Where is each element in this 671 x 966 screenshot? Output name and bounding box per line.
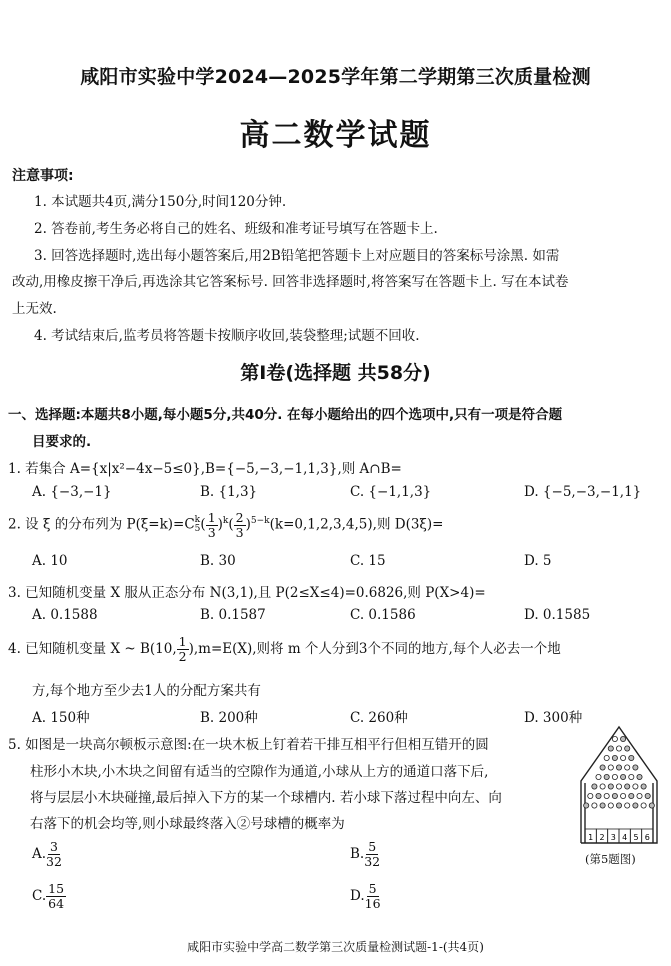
slot-label: 6 [644,833,650,842]
peg [592,803,597,808]
peg [608,803,613,808]
notice-heading: 注意事项: [12,168,74,184]
fraction: $\frac{5}{16}$ [364,881,381,911]
peg [616,784,621,789]
fraction: $\frac{15}{64}$ [48,881,65,911]
exam-subtitle: 高二数学试题 [239,118,432,153]
slot-label: 2 [599,833,605,842]
peg [641,803,646,808]
peg [604,793,609,798]
fraction: $\frac{1}{3}$ [207,509,216,540]
peg [600,803,605,808]
peg [625,746,630,751]
peg [621,736,626,741]
q4-option-c: C. 260种 [350,710,408,726]
slot-label: 1 [588,833,594,842]
fraction: $\frac{1}{2}$ [178,634,187,664]
q2-option-a: A. 10 [32,553,68,569]
notice-item: 4. 考试结束后,监考员将答题卡按顺序收回,装袋整理;试题不回收. [34,328,420,344]
question-5-stem-cont: 将与层层小木块碰撞,最后掉入下方的某一个球槽内. 若小球下落过程中向左、向 [30,790,502,806]
peg [608,765,613,770]
notice-item: 3. 回答选择题时,选出每小题答案后,用2B铅笔把答题卡上对应题目的答案标号涂黑. 如需 [34,248,560,264]
notice-item: 1. 本试题共4页,满分150分,时间120分钟. [34,194,287,210]
notice-item: 改动,用橡皮擦干净后,再选涂其它答案标号. 回答非选择题时,将答案写在答题卡上. 写在本试卷 [12,274,569,290]
q5-option-c: C. $\frac{15}{64}$ [32,881,65,911]
q4-option-b: B. 200种 [200,710,258,726]
fraction: $\frac{3}{32}$ [46,839,62,869]
peg [637,793,642,798]
galton-board-figure [575,723,663,848]
peg [604,774,609,779]
peg [612,793,617,798]
peg [625,803,630,808]
peg [604,755,609,760]
peg [616,746,621,751]
question-2-stem: 2. 设 ξ 的分布列为 P(ξ=k)=C k 5 ( $\frac{1}{3}$ )$^k$( $\frac{2}{3}$ )$^{5-k}$(k=0,1,2,3,4,5),则 D(3ξ)= [8,509,444,540]
q1-option-b: B. {1,3} [200,484,258,500]
slot-label: 3 [610,833,616,842]
question-5-stem-cont: 右落下的机会均等,则小球最终落入②号球槽的概率为 [30,816,345,832]
peg [596,793,601,798]
peg [621,755,626,760]
figure-caption: (第5题图) [585,852,636,866]
peg [600,765,605,770]
q3-option-c: C. 0.1586 [350,607,416,623]
peg [649,803,654,808]
q1-option-c: C. {−1,1,3} [350,484,432,500]
peg [584,803,589,808]
q3-option-d: D. 0.1585 [524,607,591,623]
q3-option-b: B. 0.1587 [200,607,266,623]
peg [629,793,634,798]
section-title: 第Ⅰ卷(选择题 共58分) [240,362,431,384]
question-5-stem-cont: 柱形小木块,小木块之间留有适当的空隙作为通道,小球从上方的通道口落下后, [30,764,489,780]
peg [633,784,638,789]
q2-option-c: C. 15 [350,553,386,569]
slot-label: 4 [622,833,628,842]
question-3-stem: 3. 已知随机变量 X 服从正态分布 N(3,1),且 P(2≤X≤4)=0.6826,则 P(X>4)= [8,585,486,601]
peg [645,793,650,798]
peg [633,803,638,808]
peg [612,755,617,760]
q5-option-d: D. $\frac{5}{16}$ [350,881,381,911]
peg [625,765,630,770]
question-1-stem: 1. 若集合 A={x|x²−4x−5≤0},B={−5,−3,−1,1,3},则 A∩B= [8,461,402,477]
galton-board-slots [585,829,653,843]
peg [608,784,613,789]
peg [616,765,621,770]
peg [612,736,617,741]
peg [608,746,613,751]
question-4-stem-cont: 方,每个地方至少去1人的分配方案共有 [32,683,261,699]
q5-option-a: A. $\frac{3}{32}$ [32,839,62,869]
peg [629,774,634,779]
peg [629,755,634,760]
q2-option-b: B. 30 [200,553,236,569]
peg [625,784,630,789]
q4-option-d: D. 300种 [524,710,583,726]
page-footer: 咸阳市实验中学高二数学第三次质量检测试题-1-(共4页) [187,940,484,954]
q2-option-d: D. 5 [524,553,552,569]
slot-label: 5 [633,833,639,842]
q1-option-d: D. {−5,−3,−1,1} [524,484,642,500]
peg [596,774,601,779]
q5-option-b: B. $\frac{5}{32}$ [350,839,381,869]
peg [641,784,646,789]
q3-option-a: A. 0.1588 [32,607,98,623]
fraction: $\frac{2}{3}$ [235,509,244,540]
section-intro: 一、选择题:本题共8小题,每小题5分,共40分. 在每小题给出的四个选项中,只有一项是符合题 [8,407,563,423]
peg [637,774,642,779]
peg [612,774,617,779]
q1-option-a: A. {−3,−1} [32,484,112,500]
q4-option-a: A. 150种 [32,710,90,726]
section-intro-cont: 目要求的. [32,434,92,450]
notice-item: 上无效. [12,301,57,317]
exam-title: 咸阳市实验中学2024—2025学年第二学期第三次质量检测 [80,66,591,88]
peg [616,803,621,808]
peg [633,765,638,770]
question-5-stem: 5. 如图是一块高尔顿板示意图:在一块木板上钉着若干排互相平行但相互错开的圆 [8,737,489,753]
fraction: $\frac{5}{32}$ [364,839,381,869]
peg [592,784,597,789]
question-4-stem: 4. 已知随机变量 X ~ B(10, $\frac{1}{2}$ ),m=E(X),则将 m 个人分到3个不同的地方,每个人必去一个地 [8,634,561,664]
galton-board-pegs [584,736,655,808]
peg [621,774,626,779]
notice-item: 2. 答卷前,考生务必将自己的姓名、班级和准考证号填写在答题卡上. [34,221,438,237]
peg [621,793,626,798]
peg [600,784,605,789]
peg [588,793,593,798]
